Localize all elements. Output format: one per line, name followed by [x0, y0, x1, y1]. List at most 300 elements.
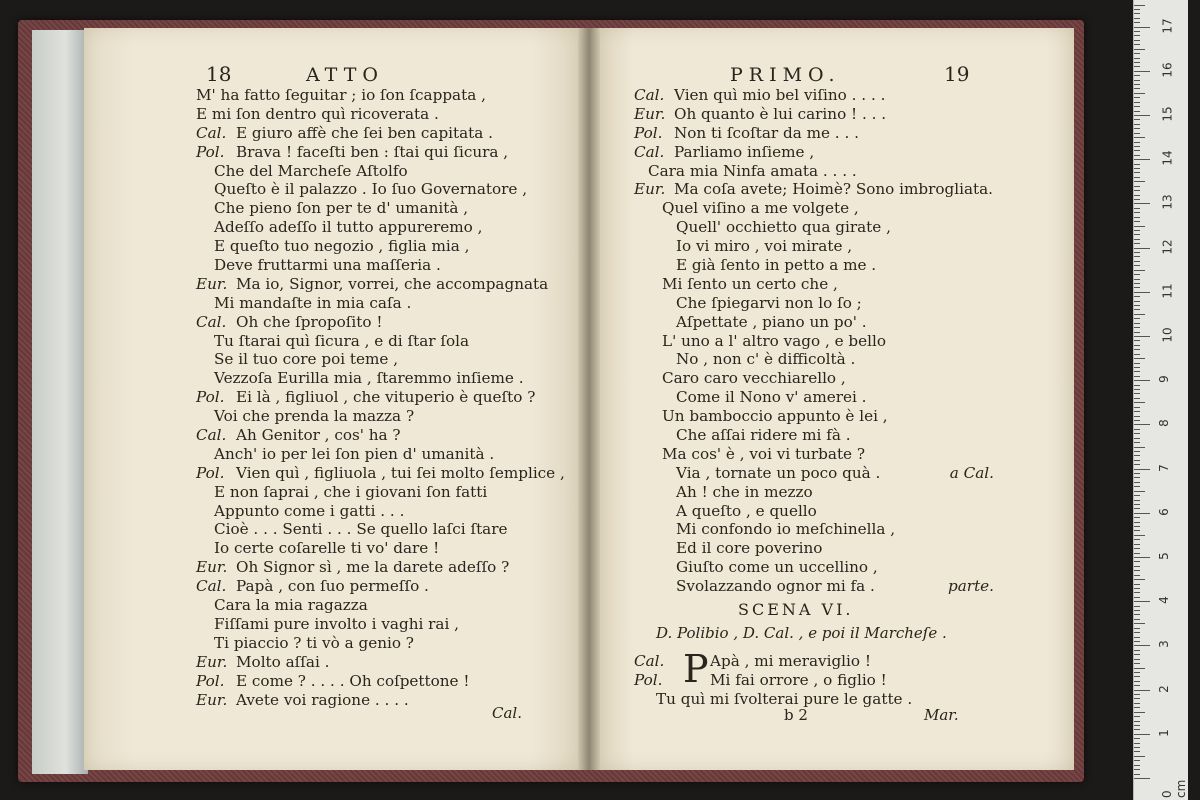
ruler-tick — [1134, 31, 1140, 32]
ruler-tick — [1134, 614, 1140, 615]
line-text: E già ſento in petto a me . — [676, 256, 877, 275]
ruler-tick — [1134, 287, 1140, 288]
line-text: Cara la mia ragazza — [214, 596, 368, 615]
line-text: Quel viſino a me volgete , — [662, 199, 859, 218]
ruler-number: 5 — [1156, 552, 1171, 560]
ruler-tick — [1134, 22, 1140, 23]
line-text: Mi fai orrore , o figlio ! — [710, 670, 887, 689]
ruler-tick — [1134, 703, 1140, 704]
ruler-tick — [1134, 548, 1140, 549]
ruler-tick — [1134, 668, 1145, 669]
ruler-tick — [1134, 508, 1140, 509]
line-text: E mi ſon dentro quì ricoverata . — [196, 104, 439, 123]
ruler-tick — [1134, 769, 1140, 770]
line-text: Come il Nono v' amerei . — [676, 388, 867, 407]
ruler-tick — [1134, 544, 1140, 545]
ruler-tick — [1134, 597, 1140, 598]
text-line — [634, 426, 994, 445]
ruler-tick — [1134, 261, 1140, 262]
ruler-tick — [1134, 690, 1150, 691]
ruler-tick — [1134, 97, 1140, 98]
ruler-tick — [1134, 645, 1150, 646]
line-text: Che del Marcheſe Aſtolfo — [214, 161, 408, 180]
ruler-tick — [1134, 142, 1140, 143]
ruler-tick — [1134, 376, 1140, 377]
ruler-tick — [1134, 539, 1140, 540]
ruler-tick — [1134, 561, 1140, 562]
line-text: Voi che prenda la mazza ? — [214, 407, 415, 426]
line-text: E non ſaprai , che i giovani ſon fatti — [214, 482, 488, 501]
ruler-tick — [1134, 570, 1140, 571]
ruler-tick — [1134, 27, 1150, 28]
right-text-block — [634, 86, 994, 596]
ruler-tick — [1134, 230, 1140, 231]
ruler-tick — [1134, 601, 1150, 602]
ruler-number: 7 — [1156, 463, 1171, 472]
line-text: Io vi miro , voi mirate , — [676, 237, 853, 256]
text-line — [634, 445, 994, 464]
line-text: Ma cos' è , voi vi turbate ? — [662, 444, 866, 463]
ruler-tick — [1134, 49, 1145, 50]
ruler-tick — [1134, 128, 1140, 129]
line-text: Quell' occhietto qua girate , — [676, 218, 891, 237]
ruler-tick — [1134, 75, 1140, 76]
ruler-tick — [1134, 186, 1140, 187]
endpaper — [32, 30, 88, 774]
line-text: Vien quì , figliuola , tui ſei molto ſemplice , — [236, 463, 565, 482]
line-text: Anch' io per lei ſon pien d' umanità . — [214, 444, 495, 463]
text-line — [196, 634, 546, 653]
ruler-tick — [1134, 707, 1140, 708]
speaker-label: Pol. — [196, 463, 225, 482]
text-line — [196, 294, 546, 313]
speaker-label: Pol. — [634, 670, 663, 689]
ruler-tick — [1134, 146, 1140, 147]
ruler-tick — [1134, 393, 1140, 394]
ruler-tick — [1134, 765, 1140, 766]
ruler-number: 11 — [1160, 283, 1175, 299]
ruler-tick — [1134, 416, 1140, 417]
speaker-label: Eur. — [196, 652, 228, 671]
ruler-tick — [1134, 111, 1140, 112]
ruler-tick — [1134, 433, 1140, 434]
ruler-tick — [1134, 725, 1140, 726]
scene-text-block — [634, 647, 994, 709]
ruler-tick — [1134, 265, 1140, 266]
ruler-tick — [1134, 363, 1140, 364]
text-line — [634, 388, 994, 407]
line-text: Che aſſai ridere mi fà . — [676, 426, 851, 445]
text-line — [196, 483, 546, 502]
line-text: Cioè . . . Senti . . . Se quello laſci ſtare — [214, 520, 508, 539]
line-text: E giuro affè che ſei ben capitata . — [236, 123, 493, 142]
ruler-number: 12 — [1160, 238, 1175, 255]
line-text: Tu ſtarai quì ſicura , e di ſtar ſola — [214, 331, 470, 350]
ruler-tick — [1134, 650, 1140, 651]
ruler-tick — [1134, 482, 1140, 483]
ruler-tick — [1134, 672, 1140, 673]
ruler-tick — [1134, 5, 1145, 6]
scene-characters: D. Polibio , D. Cal. , e poi il Marcheſe . — [656, 624, 947, 642]
ruler-tick — [1134, 654, 1140, 655]
text-line — [634, 162, 994, 181]
text-line — [634, 180, 994, 199]
ruler-tick — [1134, 106, 1140, 107]
ruler-tick — [1134, 164, 1140, 165]
ruler-tick — [1134, 694, 1140, 695]
ruler-tick — [1134, 62, 1140, 63]
ruler-tick — [1134, 349, 1140, 350]
book-gutter — [578, 28, 600, 770]
text-line — [634, 275, 994, 294]
speaker-label: Cal. — [634, 652, 665, 670]
text-line — [196, 180, 546, 199]
ruler-tick — [1134, 424, 1150, 425]
text-line — [196, 218, 546, 237]
ruler-tick — [1134, 239, 1140, 240]
text-line — [196, 274, 549, 294]
ruler-tick — [1134, 314, 1145, 315]
ruler-zero-label: 0 cm — [1160, 779, 1188, 798]
ruler-number: 4 — [1156, 596, 1171, 605]
line-text: Svolazzando ognor mi fa . — [676, 577, 875, 596]
ruler-tick — [1134, 292, 1150, 293]
ruler-tick — [1134, 119, 1140, 120]
text-line — [196, 596, 546, 615]
text-line — [196, 256, 546, 275]
ruler-tick — [1134, 137, 1145, 138]
ruler-tick — [1134, 9, 1140, 10]
ruler-tick — [1134, 557, 1150, 558]
line-text: Cara mia Ninfa amata . . . . — [648, 161, 857, 180]
line-text: Brava ! faceſti ben : ſtai qui ſicura , — [236, 142, 509, 161]
line-text: Caro caro vecchiarello , — [662, 369, 846, 388]
line-text: Che ſpiegarvi non lo ſo ; — [676, 293, 862, 312]
line-text: Giuſto come un uccellino , — [676, 558, 878, 577]
line-text: Io certe coſarelle ti vo' dare ! — [214, 539, 440, 558]
ruler-tick — [1134, 530, 1140, 531]
ruler-tick — [1134, 411, 1140, 412]
ruler-tick — [1134, 398, 1140, 399]
text-line — [196, 426, 546, 445]
ruler-tick — [1134, 628, 1140, 629]
text-line — [634, 539, 994, 558]
speaker-label: Cal. — [196, 577, 227, 596]
signature-mark: b 2 — [784, 706, 808, 724]
ruler-tick — [1134, 270, 1145, 271]
ruler-tick — [1134, 407, 1140, 408]
ruler-tick — [1134, 159, 1150, 160]
text-line — [634, 105, 994, 124]
line-text: Apà , mi meraviglio ! — [710, 652, 871, 670]
ruler-number: 1 — [1156, 728, 1171, 737]
ruler-tick — [1134, 455, 1140, 456]
ruler-tick — [1134, 756, 1145, 757]
line-text: Adeſſo adeſſo il tutto appureremo , — [214, 218, 483, 237]
ruler-tick — [1134, 698, 1140, 699]
line-text: M' ha fatto ſeguitar ; io ſon ſcappata , — [196, 86, 486, 104]
ruler-tick — [1134, 447, 1145, 448]
ruler-tick — [1134, 66, 1140, 67]
text-line — [634, 313, 994, 332]
speaker-label: Pol. — [196, 671, 225, 690]
ruler-tick — [1134, 217, 1140, 218]
ruler-tick — [1134, 279, 1140, 280]
text-line — [196, 199, 546, 218]
line-text: E queſto tuo negozio , figlia mia , — [214, 237, 470, 256]
ruler-tick — [1134, 199, 1140, 200]
text-line — [634, 332, 994, 351]
text-line — [196, 577, 546, 596]
text-line — [196, 388, 546, 407]
line-text: Queſto è il palazzo . Io ſuo Governatore , — [214, 180, 528, 199]
speaker-label: Eur. — [634, 104, 666, 123]
line-text: Che pieno ſon per te d' umanità , — [214, 199, 469, 218]
text-line — [634, 199, 994, 218]
line-text: Fiſſami pure involto i vaghi rai , — [214, 614, 459, 633]
text-line — [634, 464, 994, 483]
right-catchword: Mar. — [924, 706, 959, 724]
ruler-number: 6 — [1156, 507, 1171, 516]
line-text: Deve fruttarmi una maſſeria . — [214, 256, 441, 275]
line-text: Oh quanto è lui carino ! . . . — [674, 104, 887, 123]
ruler-number: 3 — [1156, 640, 1171, 649]
line-text: A queſto , e quello — [676, 501, 817, 520]
speaker-label: Pol. — [196, 142, 225, 161]
ruler-tick — [1134, 760, 1140, 761]
text-line — [196, 502, 546, 521]
ruler-tick — [1134, 681, 1140, 682]
text-line — [196, 539, 546, 558]
ruler-tick — [1134, 477, 1140, 478]
ruler-tick — [1134, 150, 1140, 151]
speaker-label: Cal. — [196, 312, 227, 331]
line-text: Papà , con ſuo permeſſo . — [236, 577, 429, 596]
ruler-tick — [1134, 309, 1140, 310]
ruler-tick — [1134, 500, 1140, 501]
line-text: Non ti ſcoſtar da me . . . — [674, 123, 859, 142]
measuring-ruler — [1133, 0, 1188, 800]
line-text: Ed il core poverino — [676, 539, 823, 558]
text-line — [196, 653, 546, 672]
left-catchword: Cal. — [492, 704, 522, 722]
text-line — [634, 558, 994, 577]
ruler-tick — [1134, 389, 1140, 390]
ruler-tick — [1134, 252, 1140, 253]
line-text: Avete voi ragione . . . . — [236, 690, 409, 709]
ruler-tick — [1134, 168, 1140, 169]
ruler-tick — [1134, 522, 1140, 523]
ruler-tick — [1134, 712, 1145, 713]
ruler-tick — [1134, 610, 1140, 611]
ruler-tick — [1134, 685, 1140, 686]
ruler-tick — [1134, 274, 1140, 275]
ruler-tick — [1134, 385, 1140, 386]
ruler-tick — [1134, 402, 1145, 403]
ruler-tick — [1134, 53, 1140, 54]
text-line — [634, 520, 994, 539]
ruler-tick — [1134, 80, 1140, 81]
speaker-label: Cal. — [634, 142, 665, 161]
ruler-tick — [1134, 336, 1150, 337]
ruler-tick — [1134, 632, 1140, 633]
line-text: Ah ! che in mezzo — [676, 482, 813, 501]
ruler-tick — [1134, 354, 1140, 355]
ruler-tick — [1134, 71, 1150, 72]
ruler-tick — [1134, 464, 1140, 465]
text-line — [634, 124, 994, 143]
ruler-tick — [1134, 442, 1140, 443]
text-line — [196, 369, 546, 388]
text-line — [196, 237, 546, 256]
text-line — [634, 577, 994, 596]
speaker-label: Eur. — [196, 690, 228, 709]
ruler-tick — [1134, 332, 1140, 333]
ruler-tick — [1134, 584, 1140, 585]
ruler-tick — [1134, 553, 1140, 554]
ruler-tick — [1134, 641, 1140, 642]
text-line — [634, 350, 994, 369]
ruler-tick — [1134, 35, 1140, 36]
ruler-tick — [1134, 181, 1145, 182]
right-page-number: 19 — [944, 62, 970, 86]
ruler-tick — [1134, 340, 1140, 341]
ruler-tick — [1134, 102, 1140, 103]
ruler-tick — [1134, 438, 1140, 439]
ruler-tick — [1134, 751, 1140, 752]
ruler-tick — [1134, 734, 1150, 735]
text-line — [196, 558, 546, 577]
text-line — [634, 652, 994, 671]
ruler-tick — [1134, 743, 1140, 744]
speaker-label: Eur. — [196, 558, 228, 577]
ruler-tick — [1134, 323, 1140, 324]
text-line — [196, 124, 546, 143]
line-text: Molto aſſai . — [236, 652, 330, 671]
ruler-tick — [1134, 429, 1140, 430]
ruler-tick — [1134, 13, 1140, 14]
ruler-tick — [1134, 588, 1140, 589]
ruler-number: 8 — [1156, 419, 1171, 428]
line-text: Vezzoſa Eurilla mia , ſtaremmo inſieme . — [214, 369, 524, 388]
ruler-number: 2 — [1156, 684, 1171, 693]
ruler-tick — [1134, 637, 1140, 638]
ruler-tick — [1134, 226, 1145, 227]
ruler-tick — [1134, 729, 1140, 730]
ruler-tick — [1134, 203, 1150, 204]
ruler-tick — [1134, 535, 1145, 536]
ruler-tick — [1134, 345, 1140, 346]
ruler-tick — [1134, 504, 1140, 505]
ruler-tick — [1134, 367, 1140, 368]
stage-direction: parte. — [948, 577, 994, 596]
text-line — [634, 86, 994, 105]
ruler-number: 13 — [1160, 194, 1175, 211]
text-line — [196, 463, 565, 483]
ruler-tick — [1134, 190, 1140, 191]
ruler-tick — [1134, 623, 1145, 624]
ruler-tick — [1134, 115, 1150, 116]
speaker-label: Pol. — [196, 388, 225, 407]
ruler-tick — [1134, 256, 1140, 257]
ruler-tick — [1134, 606, 1140, 607]
line-text: Mi mandaſte in mia caſa . — [214, 293, 412, 312]
ruler-number: 17 — [1160, 17, 1175, 34]
speaker-label: Eur. — [196, 274, 228, 293]
ruler-tick — [1134, 243, 1140, 244]
text-line — [196, 143, 546, 162]
left-running-head: ATTO — [306, 64, 384, 86]
line-text: Ma coſa avete; Hoimè? Sono imbrogliata. — [674, 180, 994, 199]
ruler-number: 16 — [1160, 62, 1175, 78]
ruler-tick — [1134, 469, 1150, 470]
text-line — [196, 520, 546, 539]
ruler-tick — [1134, 420, 1140, 421]
text-line — [634, 671, 994, 690]
line-text: Vien quì mio bel viſino . . . . — [674, 86, 886, 104]
line-text: Aſpettate , piano un po' . — [676, 312, 867, 331]
ruler-tick — [1134, 177, 1140, 178]
ruler-tick — [1134, 234, 1140, 235]
ruler-tick — [1134, 283, 1140, 284]
ruler-tick — [1134, 208, 1140, 209]
text-line — [196, 105, 546, 124]
line-text: E come ? . . . . Oh coſpettone ! — [236, 671, 470, 690]
text-line — [196, 86, 546, 105]
ruler-tick — [1134, 172, 1140, 173]
ruler-tick — [1134, 358, 1145, 359]
text-line — [196, 445, 546, 464]
line-text: Un bamboccio appunto è lei , — [662, 407, 888, 426]
left-page-number: 18 — [206, 62, 232, 86]
ruler-tick — [1134, 579, 1145, 580]
text-line — [196, 672, 546, 691]
ruler-tick — [1134, 738, 1140, 739]
line-text: Tu quì mi ſvolterai pure le gatte . — [656, 689, 913, 708]
ruler-tick — [1134, 212, 1140, 213]
ruler-tick — [1134, 248, 1150, 249]
text-line — [634, 294, 994, 313]
speaker-label: Cal. — [196, 123, 227, 142]
ruler-tick — [1134, 305, 1140, 306]
text-line — [196, 407, 546, 426]
ruler-tick — [1134, 495, 1140, 496]
text-line — [196, 332, 546, 351]
line-text: Appunto come i gatti . . . — [214, 501, 405, 520]
ruler-tick — [1134, 93, 1145, 94]
dropcap: P — [683, 647, 709, 691]
ruler-number: 10 — [1160, 327, 1175, 343]
text-line — [196, 162, 546, 181]
ruler-tick — [1134, 58, 1140, 59]
ruler-number: 15 — [1160, 106, 1175, 122]
ruler-tick — [1134, 517, 1140, 518]
text-line — [196, 615, 546, 634]
ruler-tick — [1134, 513, 1150, 514]
ruler-tick — [1134, 221, 1140, 222]
stage-direction: a Cal. — [949, 463, 994, 482]
ruler-tick — [1134, 84, 1140, 85]
ruler-tick — [1134, 716, 1140, 717]
ruler-tick — [1134, 663, 1140, 664]
ruler-tick — [1134, 460, 1140, 461]
line-text: Oh Signor sì , me la darete adeſſo ? — [236, 558, 510, 577]
scene-title: SCENA VI. — [738, 600, 854, 619]
ruler-tick — [1134, 659, 1140, 660]
ruler-tick — [1134, 451, 1140, 452]
ruler-tick — [1134, 88, 1140, 89]
line-text: L' uno a l' altro vago , e bello — [662, 331, 886, 350]
